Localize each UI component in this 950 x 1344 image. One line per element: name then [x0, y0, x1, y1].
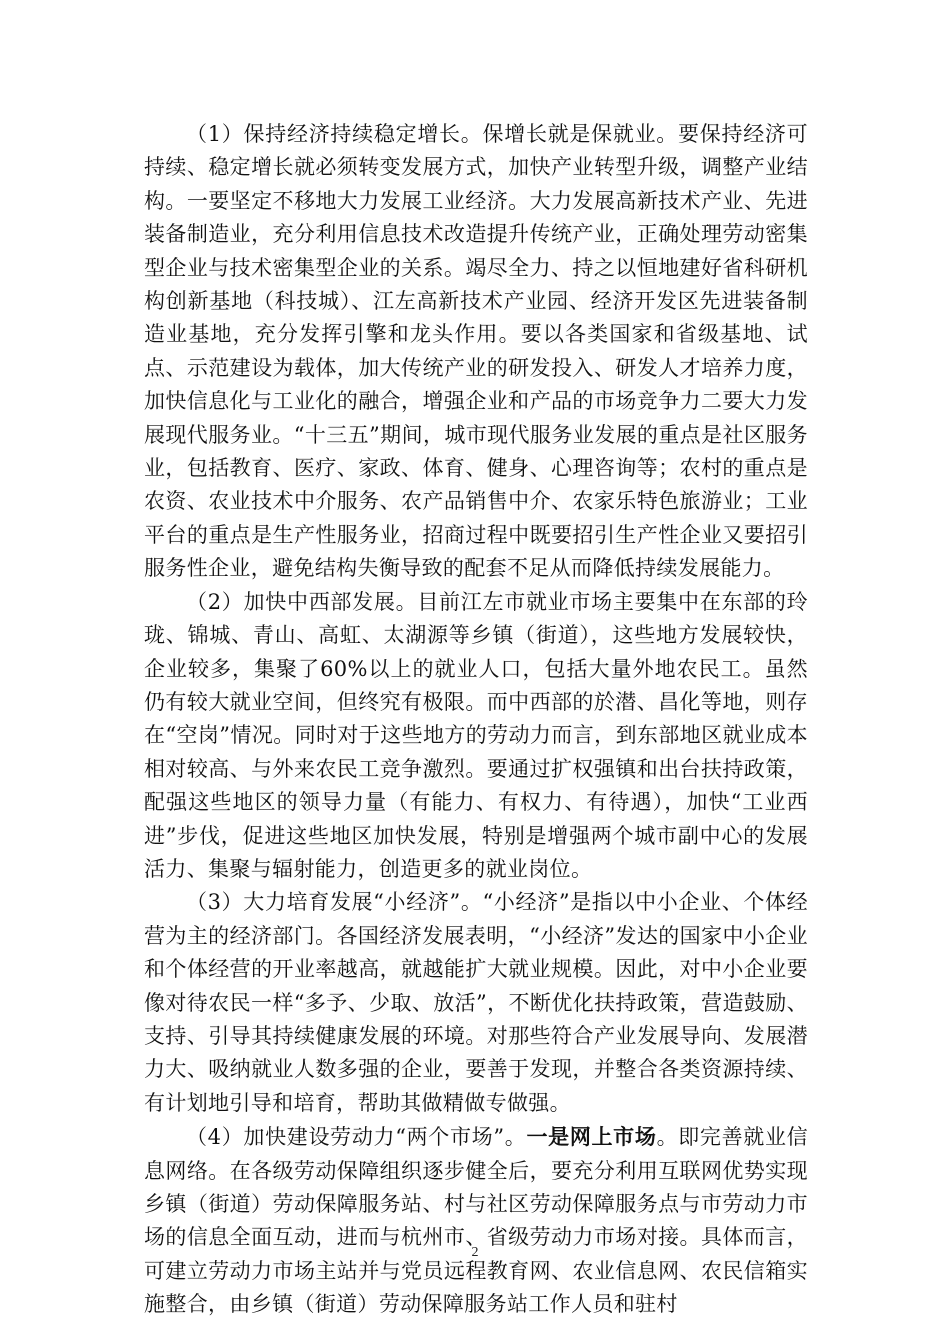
paragraph-4-lead: （4）加快建设劳动力“两个市场”。	[186, 1125, 527, 1150]
document-body	[144, 118, 808, 1322]
paragraph-1: （1）保持经济持续稳定增长。保增长就是保就业。要保持经济可持续、稳定增长就必须转变发展方式，加快产业转型升级，调整产业结构。一要坚定不移地大力发展工业经济。大力发展高新技术产业、先进装备制造业，充分利用信息技术改造提升传统产业，正确处理劳动密集型企业与技术密集型企业的关系。竭尽全力、持之以恒地建好省科研机构创新基地（科技城）、江左高新技术产业园、经济开发区先进装备制造业基地，充分发挥引擎和龙头作用。要以各类国家和省级基地、试点、示范建设为载体，加大传统产业的研发投入、研发人才培养力度，加快信息化与工业化的融合，增强企业和产品的市场竞争力二要大力发展现代服务业。“十三五”期间，城市现代服务业发展的重点是社区服务业，包括教育、医疗、家政、体育、健身、心理咨询等；农村的重点是农资、农业技术中介服务、农产品销售中介、农家乐特色旅游业；工业平台的重点是生产性服务业，招商过程中既要招引生产性企业又要招引服务性企业，避免结构失衡导致的配套不足从而降低持续发展能力。	[144, 122, 808, 581]
page-number: 2	[471, 1245, 479, 1260]
paragraph-4-bold-phrase: 一是网上市场	[526, 1124, 657, 1150]
paragraph-2: （2）加快中西部发展。目前江左市就业市场主要集中在东部的玲珑、锦城、青山、高虹、太湖源等乡镇（街道），这些地方发展较快，企业较多，集聚了60%以上的就业人口，包括大量外地农民工。虽然仍有较大就业空间，但终究有极限。而中西部的於潜、昌化等地，则存在“空岗”情况。同时对于这些地方的劳动力而言，到东部地区就业成本相对较高、与外来农民工竞争激烈。要通过扩权强镇和出台扶持政策，配强这些地区的领导力量（有能力、有权力、有待遇），加快“工业西进”步伐，促进这些地区加快发展，特别是增强两个城市副中心的发展活力、集聚与辐射能力，创造更多的就业岗位。	[144, 589, 808, 881]
paragraph-4-rest: 。即完善就业信息网络。在各级劳动保障组织逐步健全后，要充分利用互联网优势实现乡镇（街道）劳动保障服务站、村与社区劳动保障服务点与市劳动力市场的信息全面互动，进而与杭州市、省级劳动力市场对接。具体而言，可建立劳动力市场主站并与党员远程教育网、农业信息网、农民信箱实施整合，由乡镇（街道）劳动保障服务站工作人员和驻村	[144, 1125, 809, 1317]
paragraph-3: （3）大力培育发展“小经济”。“小经济”是指以中小企业、个体经营为主的经济部门。各国经济发展表明，“小经济”发达的国家中小企业和个体经营的开业率越高，就越能扩大就业规模。因此，对中小企业要像对待农民一样“多予、少取、放活”，不断优化扶持政策，营造鼓励、支持、引导其持续健康发展的环境。对那些符合产业发展导向、发展潜力大、吸纳就业人数多强的企业，要善于发现，并整合各类资源持续、有计划地引导和培育，帮助其做精做专做强。	[144, 890, 808, 1115]
paragraph-4	[144, 1120, 808, 1321]
